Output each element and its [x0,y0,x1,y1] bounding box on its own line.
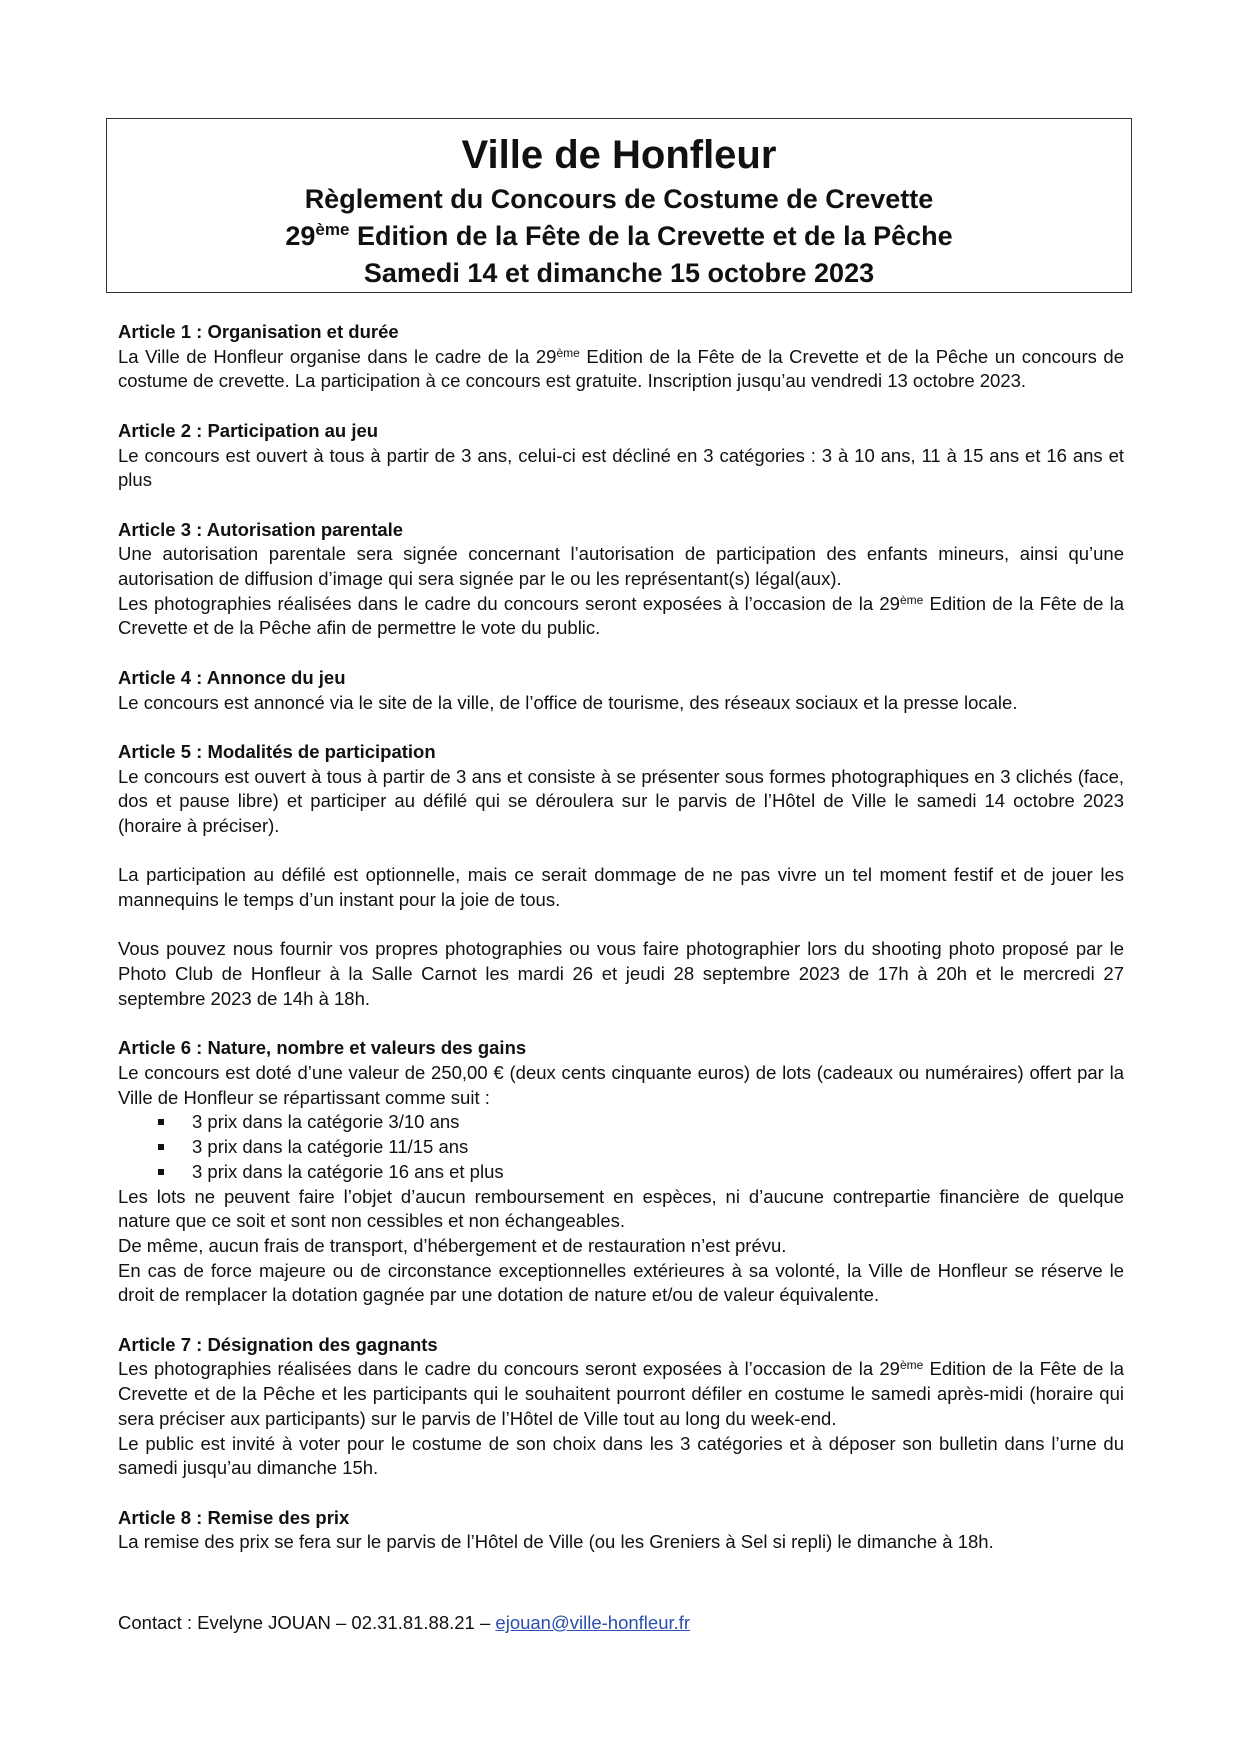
article-title: Article 8 : Remise des prix [118,1506,350,1528]
article-title: Article 1 : Organisation et durée [118,321,399,342]
article-paragraph: Vous pouvez nous fournir vos propres photographies ou vous faire photographier lors du shooting photo proposé par le Photo Club de Honfleur à la Salle Carnot les mardi 26 et jeudi 28 septembre 2023 de 17h à 20h et le mercredi 27 septembre 2023 de 14h à 18h. [118,938,1124,1009]
article-title: Article 5 : Modalités de participation [118,740,436,762]
superscript: ème [899,1358,924,1373]
article-paragraph: Une autorisation parentale sera signée concernant l’autorisation de participation des enfants mineurs, ainsi qu’une autorisation de diffusion d’image qui sera signée par le ou les représentant(s) légal(aux). [118,543,1124,589]
paragraph-text: Les photographies réalisées dans le cadre du concours seront exposées à l’occasion de la 29 [118,1358,900,1380]
paragraph-text: Edition de la Fête de la Crevette et de la Pêche afin de permettre le vote du public. [118,592,1124,639]
article-5 [118,740,1124,1012]
article-paragraph: Les lots ne peuvent faire l’objet d’aucun remboursement en espèces, ni d’aucune contrepartie financière de quelque nature que ce soit et sont non cessibles et non échangeables. [118,1185,1124,1232]
list-item [158,1160,1124,1185]
article-paragraph: La remise des prix se fera sur le parvis de l’Hôtel de Ville (ou les Greniers à Sel si repli) le dimanche à 18h. [118,1531,994,1553]
paragraph-text: La Ville de Honfleur organise dans le cadre de la 29 [118,345,557,367]
article-title: Article 2 : Participation au jeu [118,419,379,441]
paragraph-text: Edition de la Fête de la Crevette et de la Pêche un concours de costume de crevette. La participation à ce concours est gratuite. Inscription jusqu’au vendredi 13 octobre 2023. [118,345,1125,392]
prize-list [118,1110,1124,1184]
square-bullet-icon [158,1144,164,1150]
article-paragraph: Le concours est ouvert à tous à partir de 3 ans et consiste à se présenter sous formes photographiques en 3 clichés (face, dos et pause libre) et participer au défilé qui se déroulera sur le parvis de l’Hôtel de Ville le samedi 14 octobre 2023 (horaire à préciser). [118,765,1124,836]
edition-number: 29 [285,221,316,251]
article-4 [118,666,1124,715]
contact-text: Contact : Evelyne JOUAN – 02.31.81.88.21 – [118,1612,496,1633]
contact-email-link[interactable]: ejouan@ville-honfleur.fr [495,1612,691,1633]
square-bullet-icon [158,1169,164,1175]
document-title: Ville de Honfleur [461,133,777,177]
articles-body [118,320,1124,1580]
article-paragraph: En cas de force majeure ou de circonstance exceptionnelles extérieures à sa volonté, la Ville de Honfleur se réserve le droit de remplacer la dotation gagnée par une dotation de nature et/ou de valeur équivalente. [118,1259,1124,1306]
article-title: Article 7 : Désignation des gagnants [118,1333,438,1355]
article-2 [118,419,1124,493]
header-box [106,118,1132,293]
square-bullet-icon [158,1119,164,1125]
article-paragraph [118,592,1124,641]
edition-superscript: ème [315,220,350,239]
article-paragraph: Le concours est doté d’une valeur de 250,00 € (deux cents cinquante euros) de lots (cadeaux ou numéraires) offert par la Ville de Honfleur se répartissant comme suit : [118,1061,1124,1108]
article-title: Article 4 : Annonce du jeu [118,666,346,688]
superscript: ème [556,345,580,360]
paragraph-text: Edition de la Fête de la Crevette et de la Pêche et les participants qui le souhaitent pourront défiler en costume le samedi après-midi (horaire qui sera préciser aux participants) sur le parvis de l’Hôtel de Ville tout au long du week-end. [118,1358,1124,1429]
list-item-text: 3 prix dans la catégorie 11/15 ans [192,1136,469,1158]
edition-heading [107,218,1131,255]
superscript: ème [899,592,924,607]
article-title: Article 6 : Nature, nombre et valeurs des gains [118,1037,527,1059]
article-paragraph: Le concours est ouvert à tous à partir de 3 ans, celui-ci est décliné en 3 catégories : 3 à 10 ans, 11 à 15 ans et 16 ans et plus [118,444,1124,491]
list-item [158,1135,1124,1160]
article-paragraph: La participation au défilé est optionnelle, mais ce serait dommage de ne pas vivre un tel moment festif et de jouer les mannequins le temps d’un instant pour la joie de tous. [118,864,1124,911]
article-6 [118,1036,1124,1308]
article-paragraph [118,1357,1124,1431]
contact-line [118,1611,690,1636]
article-paragraph [118,345,1124,394]
rules-heading: Règlement du Concours de Costume de Crevette [304,184,934,214]
edition-text: Edition de la Fête de la Crevette et de la Pêche [349,221,953,251]
article-3 [118,518,1124,642]
article-7 [118,1333,1124,1481]
paragraph-text: Les photographies réalisées dans le cadre du concours seront exposées à l’occasion de la 29 [118,592,900,614]
list-item-text: 3 prix dans la catégorie 3/10 ans [192,1111,460,1133]
list-item [158,1110,1124,1135]
article-1 [118,320,1124,394]
list-item-text: 3 prix dans la catégorie 16 ans et plus [192,1160,504,1182]
article-paragraph: De même, aucun frais de transport, d’hébergement et de restauration n’est prévu. [118,1234,787,1256]
article-paragraph: Le concours est annoncé via le site de la ville, de l’office de tourisme, des réseaux sociaux et la presse locale. [118,691,1018,713]
article-paragraph: Le public est invité à voter pour le costume de son choix dans les 3 catégories et à déposer son bulletin dans l’urne du samedi jusqu’au dimanche 15h. [118,1432,1124,1479]
event-dates: Samedi 14 et dimanche 15 octobre 2023 [363,258,875,288]
article-title: Article 3 : Autorisation parentale [118,518,404,540]
article-8 [118,1506,1124,1555]
